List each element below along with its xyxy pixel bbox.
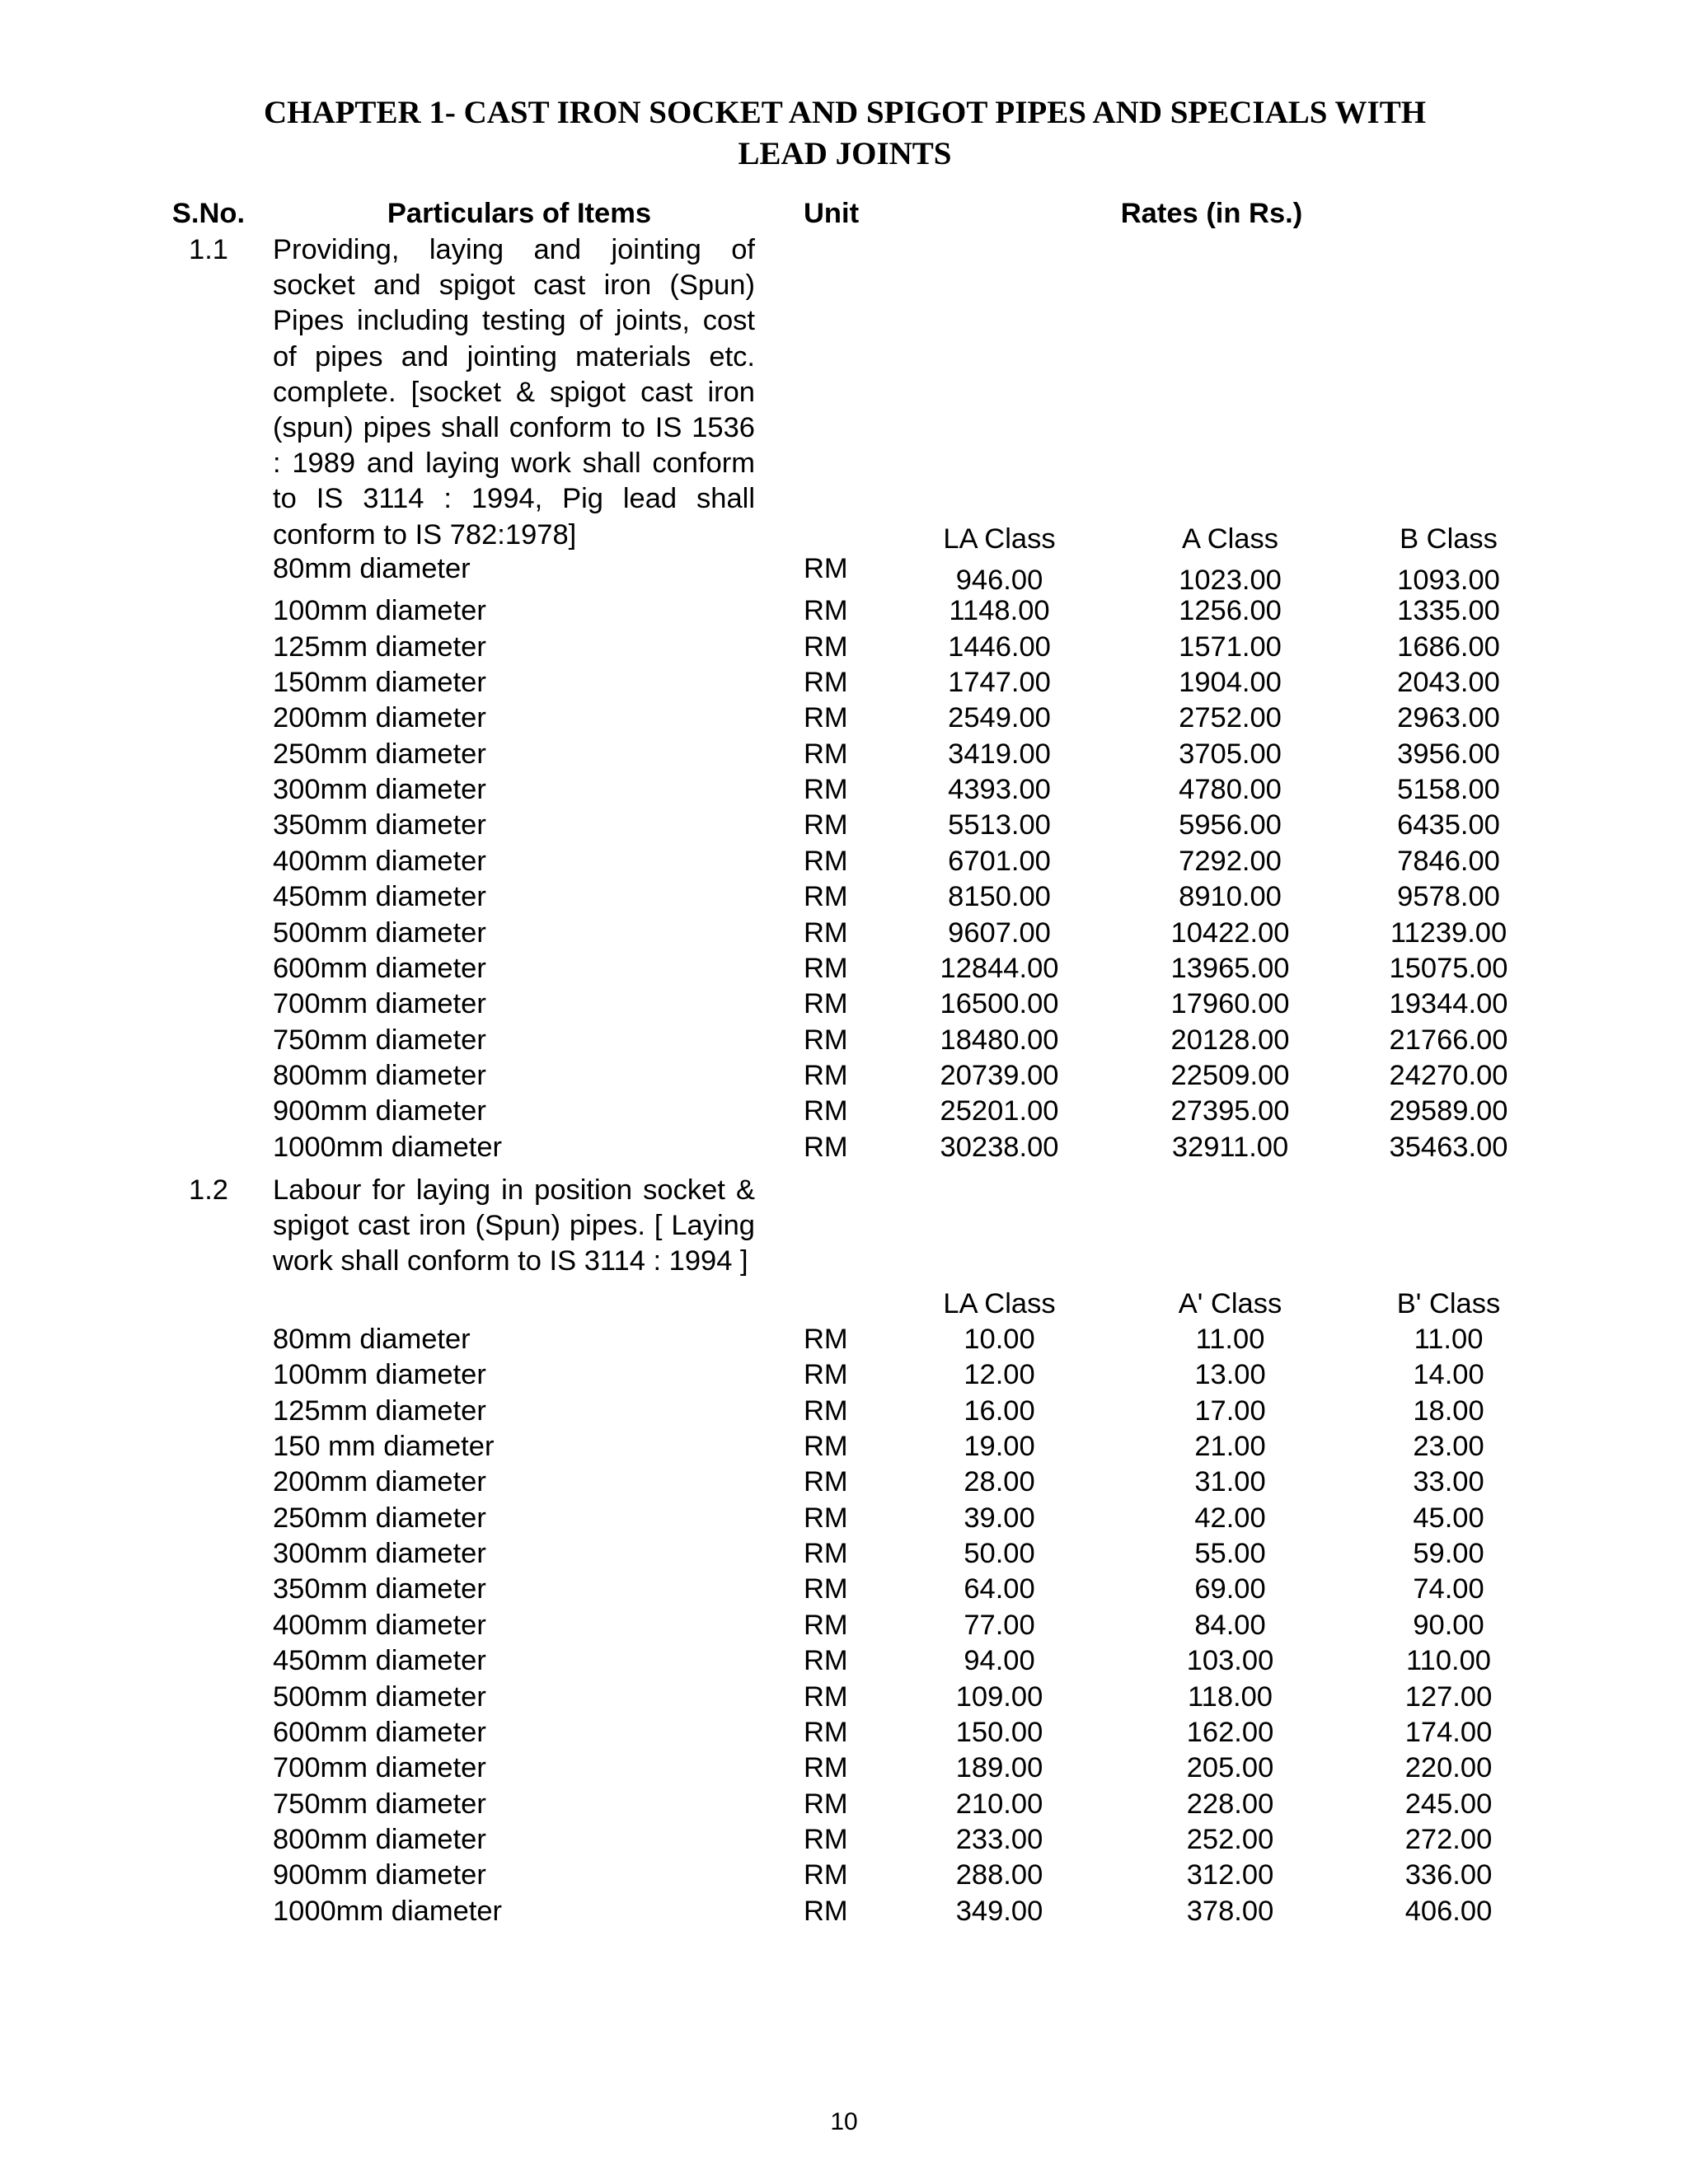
item-name: 80mm diameter <box>273 1324 471 1355</box>
rate-la-class: 12.00 <box>964 1359 1035 1391</box>
rate-b-class: 45.00 <box>1413 1502 1484 1534</box>
item-name: 200mm diameter <box>273 1466 486 1498</box>
item-name: 750mm diameter <box>273 1024 486 1056</box>
item-name: 600mm diameter <box>273 952 486 984</box>
rate-b-class: 11.00 <box>1414 1324 1484 1355</box>
rate-b-class: 110.00 <box>1406 1645 1491 1677</box>
rate-la-class: 1446.00 <box>948 630 1051 663</box>
header-particulars: Particulars of Items <box>387 198 652 229</box>
rate-a-class: 228.00 <box>1186 1788 1274 1820</box>
rate-la-class: 946.00 <box>955 565 1043 596</box>
unit-cell: RM <box>804 553 848 584</box>
rate-a-class: 17.00 <box>1194 1394 1266 1427</box>
rate-la-class: 9607.00 <box>948 916 1051 949</box>
rate-la-class: 25201.00 <box>940 1095 1059 1127</box>
unit-cell: RM <box>804 774 848 806</box>
rate-la-class: 12844.00 <box>940 952 1059 984</box>
item-name: 350mm diameter <box>273 1573 486 1605</box>
rate-b-class: 33.00 <box>1413 1466 1484 1498</box>
section-description <box>273 1173 755 1280</box>
item-name: 125mm diameter <box>273 630 486 663</box>
rate-a-class: 162.00 <box>1186 1716 1274 1748</box>
unit-cell: RM <box>804 1895 848 1927</box>
item-name: 250mm diameter <box>273 1502 486 1534</box>
rate-b-class: 1093.00 <box>1397 565 1500 596</box>
rate-b-class: 406.00 <box>1404 1895 1493 1927</box>
unit-cell: RM <box>804 1752 848 1784</box>
unit-cell: RM <box>804 1573 848 1605</box>
rate-b-class: 3956.00 <box>1397 738 1500 770</box>
unit-cell: RM <box>804 845 848 877</box>
description-line: : 1989 and laying work shall conform <box>273 448 755 480</box>
rate-a-class: 21.00 <box>1194 1431 1266 1463</box>
item-name: 800mm diameter <box>273 1823 486 1855</box>
description-line: Labour for laying in position socket & <box>273 1174 755 1206</box>
rate-b-class: 127.00 <box>1404 1680 1493 1713</box>
unit-cell: RM <box>804 916 848 949</box>
rate-b-class: 24270.00 <box>1389 1059 1508 1091</box>
rate-b-class: 6435.00 <box>1397 809 1500 841</box>
header-rates: Rates (in Rs.) <box>1120 198 1303 229</box>
rate-b-class: 336.00 <box>1404 1859 1493 1891</box>
rate-a-class: 103.00 <box>1186 1645 1274 1677</box>
item-name: 80mm diameter <box>273 553 471 584</box>
item-name: 300mm diameter <box>273 774 486 806</box>
rate-b-class: 7846.00 <box>1397 845 1500 877</box>
rate-a-class: 13965.00 <box>1170 952 1290 984</box>
unit-cell: RM <box>804 1788 848 1820</box>
rate-la-class: 4393.00 <box>948 774 1051 806</box>
rate-la-class: 6701.00 <box>948 845 1051 877</box>
rate-b-class: 14.00 <box>1413 1359 1484 1391</box>
rate-b-class: 5158.00 <box>1397 774 1500 806</box>
rate-b-class: 11239.00 <box>1390 916 1507 949</box>
rate-b-class: 1686.00 <box>1397 630 1500 663</box>
rate-a-class: 118.00 <box>1188 1680 1273 1713</box>
description-line: to IS 3114 : 1994, Pig lead shall <box>273 483 755 515</box>
class-label-a: A' Class <box>1178 1288 1282 1319</box>
item-name: 1000mm diameter <box>273 1131 503 1163</box>
rate-a-class: 1904.00 <box>1179 667 1282 699</box>
rate-a-class: 1256.00 <box>1179 595 1282 627</box>
unit-cell: RM <box>804 738 848 770</box>
item-name: 100mm diameter <box>273 595 486 627</box>
unit-cell: RM <box>804 1095 848 1127</box>
rate-a-class: 22509.00 <box>1170 1059 1290 1091</box>
rate-la-class: 10.00 <box>964 1324 1035 1355</box>
rate-la-class: 1148.00 <box>949 595 1050 627</box>
rate-a-class: 7292.00 <box>1179 845 1282 877</box>
item-name: 600mm diameter <box>273 1716 486 1748</box>
rate-la-class: 233.00 <box>955 1823 1043 1855</box>
item-name: 700mm diameter <box>273 988 486 1020</box>
rate-b-class: 90.00 <box>1413 1609 1484 1641</box>
rate-a-class: 69.00 <box>1194 1573 1266 1605</box>
unit-cell: RM <box>804 1716 848 1748</box>
chapter-title-line-2: LEAD JOINTS <box>738 136 952 171</box>
rate-b-class: 15075.00 <box>1389 952 1508 984</box>
description-line: complete. [socket & spigot cast iron <box>273 376 755 408</box>
item-name: 150mm diameter <box>273 667 486 699</box>
item-name: 700mm diameter <box>273 1752 486 1784</box>
chapter-title-line-1: CHAPTER 1- CAST IRON SOCKET AND SPIGOT PIPES AND SPECIALS WITH <box>263 95 1427 130</box>
rate-la-class: 8150.00 <box>948 881 1051 913</box>
rate-b-class: 35463.00 <box>1389 1131 1508 1163</box>
unit-cell: RM <box>804 1394 848 1427</box>
rate-b-class: 19344.00 <box>1389 988 1508 1020</box>
item-name: 250mm diameter <box>273 738 486 770</box>
rate-a-class: 5956.00 <box>1179 809 1282 841</box>
rate-a-class: 252.00 <box>1186 1823 1274 1855</box>
description-line: of pipes and jointing materials etc. <box>273 340 755 373</box>
unit-cell: RM <box>804 809 848 841</box>
unit-cell: RM <box>804 881 848 913</box>
section-description <box>273 232 755 553</box>
unit-cell: RM <box>804 1680 848 1713</box>
class-label-b: B Class <box>1400 523 1498 555</box>
item-name: 300mm diameter <box>273 1538 486 1570</box>
rate-a-class: 2752.00 <box>1179 702 1282 734</box>
rate-b-class: 2043.00 <box>1397 667 1500 699</box>
item-name: 400mm diameter <box>273 1609 486 1641</box>
rate-a-class: 10422.00 <box>1170 916 1290 949</box>
rate-a-class: 378.00 <box>1186 1895 1274 1927</box>
unit-cell: RM <box>804 667 848 699</box>
rate-b-class: 29589.00 <box>1389 1095 1508 1127</box>
header-unit: Unit <box>804 198 860 229</box>
description-line: (spun) pipes shall conform to IS 1536 <box>273 412 755 444</box>
unit-cell: RM <box>804 1466 848 1498</box>
header-sno: S.No. <box>171 198 246 229</box>
unit-cell: RM <box>804 988 848 1020</box>
rate-a-class: 27395.00 <box>1170 1095 1290 1127</box>
unit-cell: RM <box>804 1359 848 1391</box>
rate-la-class: 16.00 <box>964 1394 1035 1427</box>
section-sno: 1.2 <box>189 1174 228 1206</box>
rate-la-class: 94.00 <box>964 1645 1035 1677</box>
rate-la-class: 3419.00 <box>948 738 1051 770</box>
rate-a-class: 3705.00 <box>1179 738 1282 770</box>
item-name: 100mm diameter <box>273 1359 486 1391</box>
rate-la-class: 19.00 <box>964 1431 1035 1463</box>
rate-a-class: 4780.00 <box>1179 774 1282 806</box>
rate-la-class: 349.00 <box>955 1895 1043 1927</box>
rate-a-class: 20128.00 <box>1170 1024 1290 1056</box>
rate-a-class: 11.00 <box>1195 1324 1265 1355</box>
unit-cell: RM <box>804 630 848 663</box>
item-name: 200mm diameter <box>273 702 486 734</box>
item-name: 125mm diameter <box>273 1394 486 1427</box>
unit-cell: RM <box>804 1609 848 1641</box>
item-name: 750mm diameter <box>273 1788 486 1820</box>
rate-a-class: 55.00 <box>1194 1538 1266 1570</box>
rate-a-class: 42.00 <box>1194 1502 1266 1534</box>
unit-cell: RM <box>804 1538 848 1570</box>
rate-b-class: 220.00 <box>1404 1752 1493 1784</box>
rate-a-class: 31.00 <box>1194 1466 1266 1498</box>
rate-la-class: 39.00 <box>964 1502 1035 1534</box>
unit-cell: RM <box>804 1502 848 1534</box>
description-line: spigot cast iron (Spun) pipes. [ Laying <box>273 1210 755 1242</box>
rate-a-class: 8910.00 <box>1179 881 1282 913</box>
rate-a-class: 84.00 <box>1194 1609 1266 1641</box>
unit-cell: RM <box>804 952 848 984</box>
description-line: socket and spigot cast iron (Spun) <box>273 269 755 302</box>
item-name: 350mm diameter <box>273 809 486 841</box>
rate-la-class: 18480.00 <box>940 1024 1059 1056</box>
unit-cell: RM <box>804 1645 848 1677</box>
page-number: 10 <box>830 2108 858 2135</box>
rate-b-class: 2963.00 <box>1397 702 1500 734</box>
item-name: 150 mm diameter <box>273 1431 495 1463</box>
item-name: 1000mm diameter <box>273 1895 503 1927</box>
unit-cell: RM <box>804 1431 848 1463</box>
rate-a-class: 13.00 <box>1194 1359 1266 1391</box>
rate-la-class: 30238.00 <box>940 1131 1059 1163</box>
description-line: conform to IS 782:1978] <box>273 518 577 551</box>
unit-cell: RM <box>804 702 848 734</box>
class-label-b: B' Class <box>1396 1288 1501 1319</box>
rate-b-class: 21766.00 <box>1389 1024 1508 1056</box>
description-line: Providing, laying and jointing of <box>273 234 755 265</box>
rate-la-class: 109.00 <box>955 1680 1043 1713</box>
description-line: Pipes including testing of joints, cost <box>273 305 755 337</box>
rate-b-class: 272.00 <box>1404 1823 1493 1855</box>
item-name: 900mm diameter <box>273 1095 486 1127</box>
rate-b-class: 1335.00 <box>1397 595 1500 627</box>
rate-la-class: 28.00 <box>964 1466 1035 1498</box>
item-name: 500mm diameter <box>273 1680 486 1713</box>
rate-la-class: 288.00 <box>955 1859 1043 1891</box>
item-name: 900mm diameter <box>273 1859 486 1891</box>
rate-la-class: 64.00 <box>964 1573 1035 1605</box>
rate-la-class: 20739.00 <box>940 1059 1059 1091</box>
rate-b-class: 23.00 <box>1413 1431 1484 1463</box>
unit-cell: RM <box>804 1859 848 1891</box>
rate-a-class: 1023.00 <box>1179 565 1282 596</box>
rate-la-class: 50.00 <box>964 1538 1035 1570</box>
item-name: 800mm diameter <box>273 1059 486 1091</box>
unit-cell: RM <box>804 1024 848 1056</box>
rate-la-class: 150.00 <box>955 1716 1043 1748</box>
unit-cell: RM <box>804 1131 848 1163</box>
unit-cell: RM <box>804 1324 848 1355</box>
unit-cell: RM <box>804 1059 848 1091</box>
rate-la-class: 2549.00 <box>948 702 1051 734</box>
rate-b-class: 18.00 <box>1413 1394 1484 1427</box>
item-name: 450mm diameter <box>273 1645 486 1677</box>
rate-a-class: 312.00 <box>1186 1859 1274 1891</box>
chapter-title <box>99 92 1591 175</box>
rate-a-class: 205.00 <box>1186 1752 1274 1784</box>
class-label-la: LA Class <box>943 523 1056 555</box>
rate-b-class: 74.00 <box>1413 1573 1484 1605</box>
rate-la-class: 210.00 <box>955 1788 1043 1820</box>
description-line: work shall conform to IS 3114 : 1994 ] <box>273 1245 748 1277</box>
rate-la-class: 1747.00 <box>948 667 1051 699</box>
rate-b-class: 245.00 <box>1404 1788 1493 1820</box>
rate-b-class: 9578.00 <box>1397 881 1500 913</box>
rate-a-class: 1571.00 <box>1179 630 1282 663</box>
rate-b-class: 59.00 <box>1413 1538 1484 1570</box>
section-sno: 1.1 <box>189 234 228 265</box>
item-name: 450mm diameter <box>273 881 486 913</box>
rate-a-class: 17960.00 <box>1170 988 1290 1020</box>
rate-la-class: 5513.00 <box>948 809 1051 841</box>
unit-cell: RM <box>804 595 848 627</box>
class-label-la: LA Class <box>943 1288 1056 1319</box>
rate-a-class: 32911.00 <box>1171 1131 1289 1163</box>
rate-la-class: 189.00 <box>955 1752 1043 1784</box>
rate-b-class: 174.00 <box>1404 1716 1493 1748</box>
rate-la-class: 16500.00 <box>940 988 1059 1020</box>
item-name: 400mm diameter <box>273 845 486 877</box>
rate-la-class: 77.00 <box>964 1609 1035 1641</box>
class-label-a: A Class <box>1182 523 1278 555</box>
item-name: 500mm diameter <box>273 916 486 949</box>
unit-cell: RM <box>804 1823 848 1855</box>
